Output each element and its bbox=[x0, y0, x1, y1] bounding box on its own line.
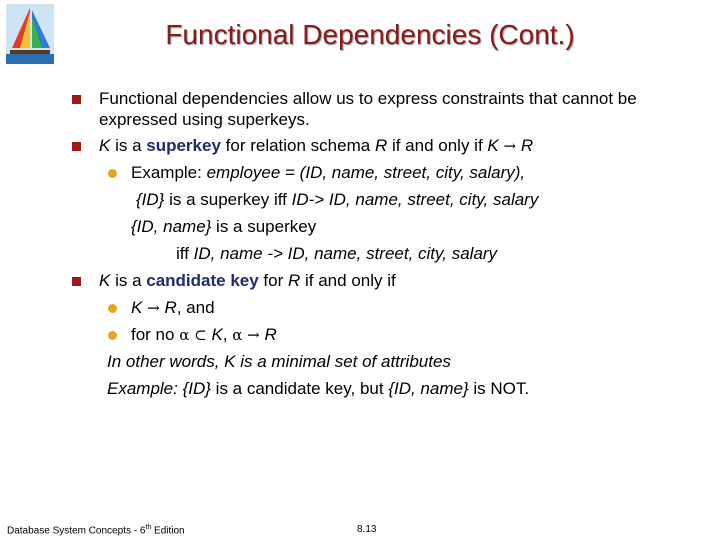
text-k: K bbox=[99, 136, 111, 155]
arrow-symbol: → bbox=[242, 326, 265, 344]
candidate-key-example bbox=[107, 379, 529, 399]
text-id: {ID} bbox=[136, 190, 165, 209]
bullet-1-line-2: expressed using superkeys. bbox=[99, 110, 310, 129]
square-bullet-icon bbox=[72, 277, 81, 286]
round-bullet-icon bbox=[108, 169, 117, 178]
text: th bbox=[145, 524, 152, 531]
text: is a superkey bbox=[211, 217, 317, 236]
text-r: R bbox=[520, 136, 534, 155]
text: is NOT. bbox=[468, 379, 530, 398]
text-r: R bbox=[288, 271, 301, 290]
slide-title: Functional Dependencies (Cont.) bbox=[165, 19, 575, 50]
text: Database System Concepts - 6 bbox=[7, 525, 146, 537]
text-k: K bbox=[487, 136, 499, 155]
text-set: {ID, name} bbox=[388, 379, 469, 398]
text-set: {ID, name} bbox=[131, 217, 212, 236]
example-id-superkey bbox=[136, 190, 538, 210]
text-r: R bbox=[164, 298, 177, 317]
text-k: K bbox=[131, 298, 143, 317]
text: for no bbox=[131, 325, 180, 344]
text-k: K bbox=[99, 271, 111, 290]
arrow-symbol: → bbox=[498, 137, 521, 155]
footer-book-title bbox=[7, 524, 185, 536]
text: Example: bbox=[107, 379, 183, 398]
condition-k-determines-r bbox=[131, 298, 215, 318]
text: if and only if bbox=[387, 136, 488, 155]
alpha-symbol: α bbox=[232, 326, 243, 344]
text-k: K bbox=[211, 325, 223, 344]
round-bullet-icon bbox=[108, 331, 117, 340]
alpha-symbol: α bbox=[179, 326, 190, 344]
text-r: R bbox=[264, 325, 277, 344]
round-bullet-icon bbox=[108, 304, 117, 313]
text: , bbox=[222, 325, 233, 344]
text: is a bbox=[110, 136, 147, 155]
page-number: 8.13 bbox=[357, 524, 377, 535]
bullet-1-line-1: Functional dependencies allow us to express constraints that cannot be bbox=[99, 89, 637, 108]
bullet-3-candidate-key-definition bbox=[99, 271, 396, 291]
example-employee-schema bbox=[131, 163, 525, 183]
text-r: R bbox=[374, 136, 388, 155]
text-fd: ID, name -> ID, name, street, city, salary bbox=[193, 244, 498, 263]
example-id-name-fd bbox=[176, 244, 497, 264]
text: , and bbox=[176, 298, 215, 317]
text-fd: ID-> ID, name, street, city, salary bbox=[291, 190, 539, 209]
condition-no-subset bbox=[131, 325, 277, 345]
text: Edition bbox=[151, 525, 185, 537]
text-schema: employee = (ID, name, street, city, salary), bbox=[206, 163, 526, 182]
text: for bbox=[258, 271, 288, 290]
text-id: {ID} bbox=[182, 379, 211, 398]
text: if and only if bbox=[300, 271, 396, 290]
text: is a candidate key, but bbox=[210, 379, 389, 398]
arrow-symbol: → bbox=[142, 299, 165, 317]
text: for relation schema bbox=[220, 136, 375, 155]
keyword-candidate-key: candidate key bbox=[146, 271, 259, 290]
text: is a bbox=[110, 271, 147, 290]
subset-symbol: ⊂ bbox=[189, 326, 212, 344]
square-bullet-icon bbox=[72, 95, 81, 104]
text: Example: bbox=[131, 163, 207, 182]
example-id-name-superkey bbox=[131, 217, 316, 237]
bullet-2-superkey-definition bbox=[99, 136, 533, 156]
square-bullet-icon bbox=[72, 142, 81, 151]
keyword-superkey: superkey bbox=[146, 136, 221, 155]
minimal-set-note: In other words, K is a minimal set of attributes bbox=[107, 352, 451, 371]
text: iff bbox=[176, 244, 194, 263]
text: is a superkey iff bbox=[164, 190, 292, 209]
